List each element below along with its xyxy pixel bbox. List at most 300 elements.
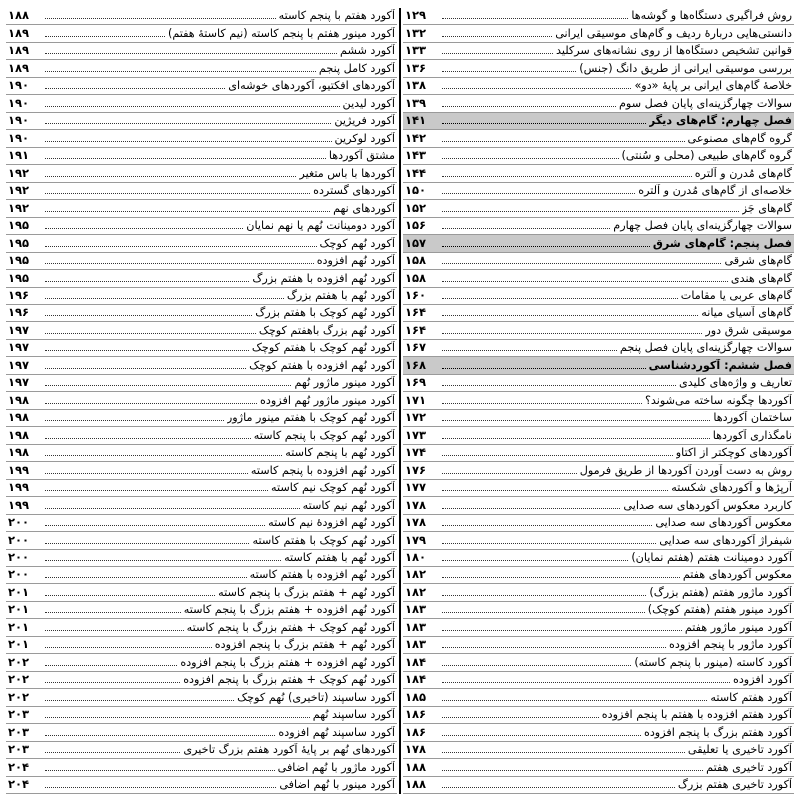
dot-leader — [442, 158, 619, 159]
toc-entry-title: آکورد نُهم افزوده — [316, 254, 395, 268]
toc-entry-title: آکورد نُهم + هفتم بزرگ با پنجم افزوده — [214, 638, 395, 652]
dot-leader — [45, 508, 300, 509]
toc-page-number: ۲۰۱ — [8, 619, 30, 634]
toc-page-number: ۲۰۳ — [8, 742, 30, 757]
toc-page-number: ۱۹۹ — [8, 462, 30, 477]
toc-page-number: ۱۲۹ — [405, 8, 427, 23]
toc-entry-title: نامگذاری آکوردها — [712, 428, 792, 442]
dot-leader — [45, 420, 224, 421]
toc-entry — [6, 759, 397, 776]
toc-entry — [6, 357, 397, 374]
dot-leader — [45, 193, 310, 194]
toc-entry-title: آکورد مینور هفتم (هفتم کوچک) — [647, 603, 792, 617]
toc-entry — [6, 95, 397, 112]
toc-page-number: ۱۸۸ — [405, 777, 427, 792]
dot-leader — [45, 473, 248, 474]
toc-page-number: ۱۴۱ — [405, 113, 427, 128]
toc-page-number: ۱۳۲ — [405, 25, 427, 40]
dot-leader — [442, 246, 650, 247]
toc-entry — [6, 497, 397, 514]
toc-left-column — [6, 8, 397, 794]
toc-entry-title: آکورد ماژور هفتم (هفتم بزرگ) — [649, 585, 792, 599]
toc-entry-title: آکوردهای نهم — [333, 201, 395, 215]
toc-entry-title: روش به دست آوردن آکوردها از طریق فرمول — [579, 463, 792, 477]
dot-leader — [442, 560, 628, 561]
toc-page-number: ۱۹۸ — [8, 427, 30, 442]
toc-entry-title: گام‌های جَز — [741, 201, 792, 215]
toc-entry — [403, 567, 794, 584]
dot-leader — [45, 560, 281, 561]
toc-entry — [403, 445, 794, 462]
toc-page-number: ۱۷۸ — [405, 515, 427, 530]
toc-entry-title: گام‌های هندی — [730, 271, 792, 285]
dot-leader — [45, 700, 234, 701]
toc-entry — [403, 165, 794, 182]
toc-page-number: ۱۸۸ — [8, 8, 30, 23]
toc-entry-title: معکوس آکوردهای هفتم — [682, 568, 792, 582]
toc-entry — [6, 777, 397, 794]
toc-page-number: ۱۵۸ — [405, 270, 427, 285]
dot-leader — [442, 490, 668, 491]
toc-entry-title: آکورد نُهم افزودهٔ نیم کاسته — [268, 516, 395, 530]
toc-entry — [6, 253, 397, 270]
dot-leader — [45, 770, 275, 771]
toc-entry — [403, 515, 794, 532]
toc-entry-title: خلاصهٔ گام‌های ایرانی بر پایهٔ «دو» — [634, 79, 792, 93]
toc-entry-title: آکورد کاسته (مینور با پنجم کاسته) — [634, 655, 792, 669]
toc-entry-title: معکوس آکوردهای سه صدایی — [655, 516, 792, 530]
dot-leader — [442, 403, 642, 404]
toc-entry — [403, 742, 794, 759]
dot-leader — [45, 141, 332, 142]
toc-entry — [6, 78, 397, 95]
toc-page-number: ۱۵۰ — [405, 183, 427, 198]
toc-entry-title: آکورد نُهم با پنجم کاسته — [285, 446, 395, 460]
toc-page-number: ۱۹۲ — [8, 183, 30, 198]
toc-entry — [6, 567, 397, 584]
dot-leader — [45, 350, 249, 351]
toc-entry-title: آکورد نُهم کوچک با هفتم بزرگ — [255, 306, 395, 320]
toc-entry — [403, 672, 794, 689]
toc-entry — [403, 60, 794, 77]
toc-entry-title: سوالات چهارگزینه‌ای پایان فصل سوم — [619, 96, 792, 110]
toc-entry — [403, 410, 794, 427]
toc-section-heading — [403, 235, 794, 252]
dot-leader — [45, 246, 317, 247]
toc-entry — [403, 497, 794, 514]
dot-leader — [442, 350, 617, 351]
toc-page-number: ۱۹۱ — [8, 148, 30, 163]
toc-page-number: ۲۰۱ — [8, 584, 30, 599]
toc-entry — [403, 375, 794, 392]
toc-entry-title: آکورد نُهم کوچک + هفتم بزرگ با پنجم افزوده — [183, 673, 395, 687]
toc-page-number: ۱۹۰ — [8, 95, 30, 110]
toc-page-number: ۱۸۹ — [8, 43, 30, 58]
toc-entry — [403, 183, 794, 200]
toc-entry-title: تعاریف و واژه‌های کلیدی — [679, 376, 792, 390]
dot-leader — [442, 682, 730, 683]
toc-entry — [403, 532, 794, 549]
toc-entry — [403, 25, 794, 42]
toc-entry-title: روش فراگیری دستگاه‌ها و گوشه‌ها — [631, 9, 792, 23]
dot-leader — [442, 717, 599, 718]
toc-page-number: ۱۷۱ — [405, 392, 427, 407]
toc-page-number: ۱۳۶ — [405, 60, 427, 75]
toc-entry — [6, 43, 397, 60]
toc-entry-title: آکورد ماژور با نُهم اضافی — [277, 760, 395, 774]
dot-leader — [45, 158, 326, 159]
toc-entry — [6, 462, 397, 479]
toc-entry-title: گام‌های شرقی — [724, 254, 792, 268]
toc-entry — [6, 218, 397, 235]
dot-leader — [45, 682, 180, 683]
dot-leader — [442, 36, 552, 37]
toc-page-number: ۱۵۸ — [405, 253, 427, 268]
toc-entry-title: آکورد دومینانت نُهم یا نهم نمایان — [246, 219, 395, 233]
dot-leader — [442, 193, 635, 194]
toc-entry — [6, 270, 397, 287]
toc-page-number: ۲۰۴ — [8, 777, 30, 792]
toc-entry — [403, 270, 794, 287]
toc-entry-title: آکورد هفتم با پنجم کاسته — [278, 9, 395, 23]
toc-entry — [6, 375, 397, 392]
dot-leader — [442, 211, 739, 212]
toc-entry — [403, 777, 794, 794]
toc-page-number: ۱۸۶ — [405, 707, 427, 722]
dot-leader — [45, 298, 284, 299]
toc-entry-title: فصل چهارم: گام‌های دیگر — [648, 114, 792, 128]
toc-entry — [403, 462, 794, 479]
toc-section-heading — [403, 113, 794, 130]
dot-leader — [45, 53, 337, 54]
toc-page-number: ۱۹۵ — [8, 253, 30, 268]
toc-entry-title: آکورد نُهم افزوده با هفتم کاسته — [249, 568, 395, 582]
dot-leader — [442, 176, 692, 177]
toc-entry — [6, 235, 397, 252]
toc-entry-title: آکورد نُهم افزوده + هفتم بزرگ با پنجم افزوده — [180, 655, 395, 669]
toc-page-number: ۲۰۲ — [8, 689, 30, 704]
toc-entry — [6, 515, 397, 532]
toc-entry-title: آکورد هفتم کاسته — [710, 690, 792, 704]
toc-section-heading — [403, 357, 794, 374]
toc-entry — [403, 724, 794, 741]
toc-entry — [403, 602, 794, 619]
toc-page-number: ۲۰۰ — [8, 550, 30, 564]
toc-entry-title: آکوردها چگونه ساخته می‌شوند؟ — [644, 393, 792, 407]
dot-leader — [45, 490, 268, 491]
toc-entry-title: آکورد تاخیری هفتم بزرگ — [677, 778, 792, 792]
toc-entry-title: آکورد نُهم نیم کاسته — [302, 498, 395, 512]
dot-leader — [442, 455, 673, 456]
toc-page-number: ۱۸۳ — [405, 637, 427, 652]
dot-leader — [45, 752, 180, 753]
toc-entry-title: آکورد کامل پنجم — [318, 61, 395, 75]
toc-page-number: ۱۹۹ — [8, 497, 30, 512]
toc-entry-title: سوالات چهارگزینه‌ای پایان فصل پنجم — [619, 341, 792, 355]
dot-leader — [442, 700, 707, 701]
dot-leader — [45, 665, 177, 666]
toc-page-number: ۲۰۴ — [8, 759, 30, 774]
dot-leader — [45, 735, 275, 736]
toc-entry-title: آکورد مینور با نُهم اضافی — [279, 778, 395, 792]
toc-page-number: ۱۷۳ — [405, 427, 427, 442]
toc-entry — [6, 689, 397, 706]
dot-leader — [45, 438, 251, 439]
toc-entry — [403, 480, 794, 497]
dot-leader — [45, 385, 291, 386]
toc-page-number: ۱۷۴ — [405, 445, 427, 460]
toc-page-number: ۱۷۶ — [405, 462, 427, 477]
dot-leader — [442, 420, 710, 421]
dot-leader — [45, 543, 249, 544]
toc-entry — [6, 148, 397, 165]
toc-page-number: ۱۸۲ — [405, 584, 427, 599]
dot-leader — [442, 752, 685, 753]
toc-page-number: ۱۸۴ — [405, 672, 427, 687]
dot-leader — [45, 455, 282, 456]
toc-entry — [403, 78, 794, 95]
toc-entry — [6, 305, 397, 322]
toc-page-number: ۲۰۰ — [8, 515, 30, 530]
toc-entry — [6, 200, 397, 217]
toc-page-number: ۱۹۶ — [8, 287, 30, 302]
dot-leader — [442, 770, 703, 771]
toc-entry-title: گروه گام‌های طبیعی (محلی و سُنتی) — [621, 149, 792, 163]
toc-entry-title: آکورد ساسپند نُهم — [312, 708, 395, 722]
toc-page-number: ۱۳۹ — [405, 95, 427, 110]
toc-page-number: ۲۰۰ — [8, 567, 30, 582]
toc-entry-title: آکورد مینور ماژور نُهم افزوده — [260, 393, 395, 407]
toc-page-number: ۲۰۳ — [8, 707, 30, 722]
toc-entry-title: آکورد نُهم کوچک با پنجم کاسته — [253, 428, 395, 442]
toc-page-number: ۱۳۳ — [405, 43, 427, 58]
dot-leader — [45, 281, 249, 282]
dot-leader — [442, 508, 620, 509]
toc-page-number: ۱۶۸ — [405, 357, 427, 372]
toc-entry-title: گام‌های عربی یا مقامات — [680, 288, 792, 302]
toc-page-number: ۲۰۳ — [8, 724, 30, 739]
toc-entry — [6, 410, 397, 427]
toc-entry — [403, 130, 794, 147]
dot-leader — [45, 36, 165, 37]
toc-entry — [403, 392, 794, 409]
toc-entry-title: آکورد ساسپند نُهم افزوده — [278, 725, 395, 739]
toc-page-number: ۲۰۱ — [8, 602, 30, 617]
dot-leader — [442, 787, 675, 788]
dot-leader — [45, 630, 184, 631]
toc-right-column — [403, 8, 794, 794]
toc-entry — [403, 305, 794, 322]
toc-page-number: ۱۸۵ — [405, 689, 427, 704]
toc-entry — [403, 584, 794, 601]
dot-leader — [45, 577, 247, 578]
toc-page-number: ۱۸۹ — [8, 25, 30, 40]
toc-page-number: ۱۹۷ — [8, 340, 30, 355]
toc-page-number: ۱۹۸ — [8, 410, 30, 425]
toc-page-number: ۱۸۹ — [8, 60, 30, 75]
toc-entry-title: آکورد تاخیری یا تعلیقی — [687, 743, 792, 757]
toc-page-number: ۱۹۷ — [8, 357, 30, 372]
dot-leader — [45, 787, 276, 788]
toc-entry-title: آکوردهای کوچکتر از اکتاو — [675, 446, 792, 460]
toc-entry-title: آکورد نُهم کوچک — [319, 236, 395, 250]
toc-page-number: ۱۴۳ — [405, 148, 427, 163]
toc-entry — [6, 8, 397, 25]
toc-entry — [403, 427, 794, 444]
toc-page-number: ۱۶۴ — [405, 305, 427, 320]
toc-entry-title: آکورد نُهم افزوده با هفتم کوچک — [249, 358, 395, 372]
dot-leader — [442, 18, 628, 19]
toc-entry-title: گام‌های آسیای میانه — [701, 306, 792, 320]
toc-entry — [6, 550, 397, 567]
dot-leader — [442, 630, 682, 631]
toc-entry-title: آکوردهای نُهم بر پایهٔ آکورد هفتم بزرگ تاخیری — [183, 743, 395, 757]
toc-entry-title: شیفراژ آکوردهای سه صدایی — [659, 533, 792, 547]
toc-page-number: ۱۹۲ — [8, 165, 30, 180]
toc-page-number: ۱۹۵ — [8, 235, 30, 250]
toc-entry-title: آکورد نُهم با هفتم کاسته — [284, 551, 395, 564]
toc-entry-title: آکورد هفتم افزوده با هفتم با پنجم افزوده — [601, 708, 792, 722]
toc-entry — [6, 619, 397, 636]
toc-page-number: ۱۸۳ — [405, 602, 427, 617]
toc-grid — [6, 8, 794, 794]
dot-leader — [442, 525, 652, 526]
toc-page-number: ۱۸۸ — [405, 759, 427, 774]
toc-entry — [6, 183, 397, 200]
toc-page-number: ۱۹۷ — [8, 322, 30, 337]
toc-entry — [403, 253, 794, 270]
toc-page-number: ۱۶۰ — [405, 287, 427, 302]
dot-leader — [45, 595, 215, 596]
dot-leader — [45, 18, 276, 19]
toc-page-number: ۱۷۸ — [405, 497, 427, 512]
toc-entry-title: آکورد نُهم کوچک + هفتم بزرگ با پنجم کاسته — [186, 620, 395, 634]
toc-entry-title: کاربرد معکوس آکوردهای سه صدایی — [623, 498, 792, 512]
dot-leader — [442, 647, 666, 648]
toc-entry — [6, 340, 397, 357]
dot-leader — [45, 368, 246, 369]
toc-entry-title: موسیقی شرق دور — [705, 323, 792, 337]
toc-entry-title: آکوردها با باس متغیر — [299, 166, 395, 180]
dot-leader — [45, 333, 256, 334]
toc-entry-title: آکورد افزوده — [732, 673, 792, 687]
dot-leader — [442, 228, 610, 229]
toc-entry-title: آکورد مینور ماژور نُهم — [294, 376, 395, 390]
toc-entry-title: آرپژها و آکوردهای شکسته — [671, 481, 792, 495]
dot-leader — [45, 211, 330, 212]
toc-page-number: ۱۹۵ — [8, 270, 30, 285]
dot-leader — [442, 71, 576, 72]
toc-entry — [6, 392, 397, 409]
toc-entry-title: گام‌های مُدرن و آلتره — [694, 166, 792, 180]
toc-page-number: ۱۷۹ — [405, 532, 427, 547]
dot-leader — [45, 71, 316, 72]
toc-entry-title: آکورد نُهم بزرگ باهفتم کوچک — [258, 323, 395, 337]
toc-page-number: ۱۵۷ — [405, 235, 427, 250]
toc-entry-title: فصل پنجم: گام‌های شرق — [652, 236, 792, 250]
toc-page-number: ۱۹۰ — [8, 78, 30, 93]
toc-entry — [6, 113, 397, 130]
toc-entry — [403, 200, 794, 217]
dot-leader — [442, 543, 656, 544]
toc-page-number: ۱۹۸ — [8, 392, 30, 407]
toc-entry-title: آکورد لوکرین — [334, 131, 395, 145]
toc-entry — [403, 619, 794, 636]
toc-entry-title: آکورد تاخیری هفتم — [706, 760, 792, 774]
toc-page-number: ۱۶۹ — [405, 375, 427, 390]
toc-entry — [6, 672, 397, 689]
dot-leader — [442, 368, 646, 369]
toc-entry-title: آکورد نُهم کوچک با هفتم مینور ماژور — [226, 411, 395, 425]
toc-page-number: ۲۰۲ — [8, 654, 30, 669]
toc-entry-title: گروه گام‌های مصنوعی — [687, 131, 792, 145]
toc-entry-title: آکورد ششم — [340, 44, 395, 58]
dot-leader — [442, 315, 698, 316]
toc-entry-title: ساختمان آکوردها — [713, 411, 792, 425]
toc-entry-title: خلاصه‌ای از گام‌های مُدرن و آلتره — [638, 184, 792, 198]
dot-leader — [442, 385, 676, 386]
dot-leader — [442, 333, 702, 334]
toc-entry — [6, 322, 397, 339]
toc-entry — [403, 288, 794, 305]
toc-entry — [403, 707, 794, 724]
toc-entry-title: آکورد نُهم افزوده با هفتم بزرگ — [252, 271, 395, 285]
toc-entry — [403, 218, 794, 235]
toc-page-number: ۱۹۹ — [8, 480, 30, 495]
toc-entry — [6, 532, 397, 549]
toc-entry — [6, 130, 397, 147]
dot-leader — [442, 141, 685, 142]
dot-leader — [442, 123, 646, 124]
toc-entry-title: آکورد مینور هفتم با پنجم کاسته (نیم کاستهٔ هفتم) — [167, 26, 395, 40]
dot-leader — [45, 647, 212, 648]
toc-entry — [403, 322, 794, 339]
toc-page-number: ۱۷۷ — [405, 480, 427, 495]
toc-entry — [6, 654, 397, 671]
toc-entry — [403, 43, 794, 60]
dot-leader — [442, 595, 646, 596]
toc-entry — [403, 637, 794, 654]
toc-entry — [6, 25, 397, 42]
toc-entry-title: فصل ششم: آکوردشناسی — [648, 358, 792, 372]
dot-leader — [442, 298, 678, 299]
toc-entry — [6, 707, 397, 724]
toc-page-number: ۱۷۸ — [405, 742, 427, 757]
toc-entry-title: مشتق آکوردها — [328, 149, 395, 163]
toc-entry-title: آکورد نُهم افزوده + هفتم بزرگ با پنجم کاسته — [183, 603, 395, 617]
toc-page-number: ۱۹۰ — [8, 113, 30, 128]
toc-page-number: ۱۹۲ — [8, 200, 30, 215]
toc-page-number: ۱۷۲ — [405, 410, 427, 425]
dot-leader — [442, 577, 680, 578]
toc-entry — [403, 148, 794, 165]
dot-leader — [45, 123, 331, 124]
toc-page-number: ۱۸۶ — [405, 724, 427, 739]
toc-page-number: ۲۰۲ — [8, 672, 30, 687]
toc-page-number: ۱۹۸ — [8, 445, 30, 460]
dot-leader — [442, 263, 721, 264]
toc-entry-title: آکورد نُهم کوچک با هفتم کاسته — [252, 533, 395, 547]
toc-entry-title: دانستی‌هایی دربارهٔ ردیف و گام‌های موسیقی ایرانی — [555, 26, 792, 40]
toc-page-number: ۲۰۰ — [8, 532, 30, 547]
dot-leader — [442, 106, 616, 107]
toc-entry-title: آکورد نُهم کوچک با هفتم کوچک — [251, 341, 395, 355]
toc-entry — [6, 584, 397, 601]
toc-entry-title: آکورد ماژور با پنجم افزوده — [669, 638, 792, 652]
toc-page-number: ۱۵۲ — [405, 200, 427, 215]
dot-leader — [45, 263, 314, 264]
toc-entry-title: آکورد ساسپند (تاخیری) نُهم کوچک — [237, 690, 395, 704]
